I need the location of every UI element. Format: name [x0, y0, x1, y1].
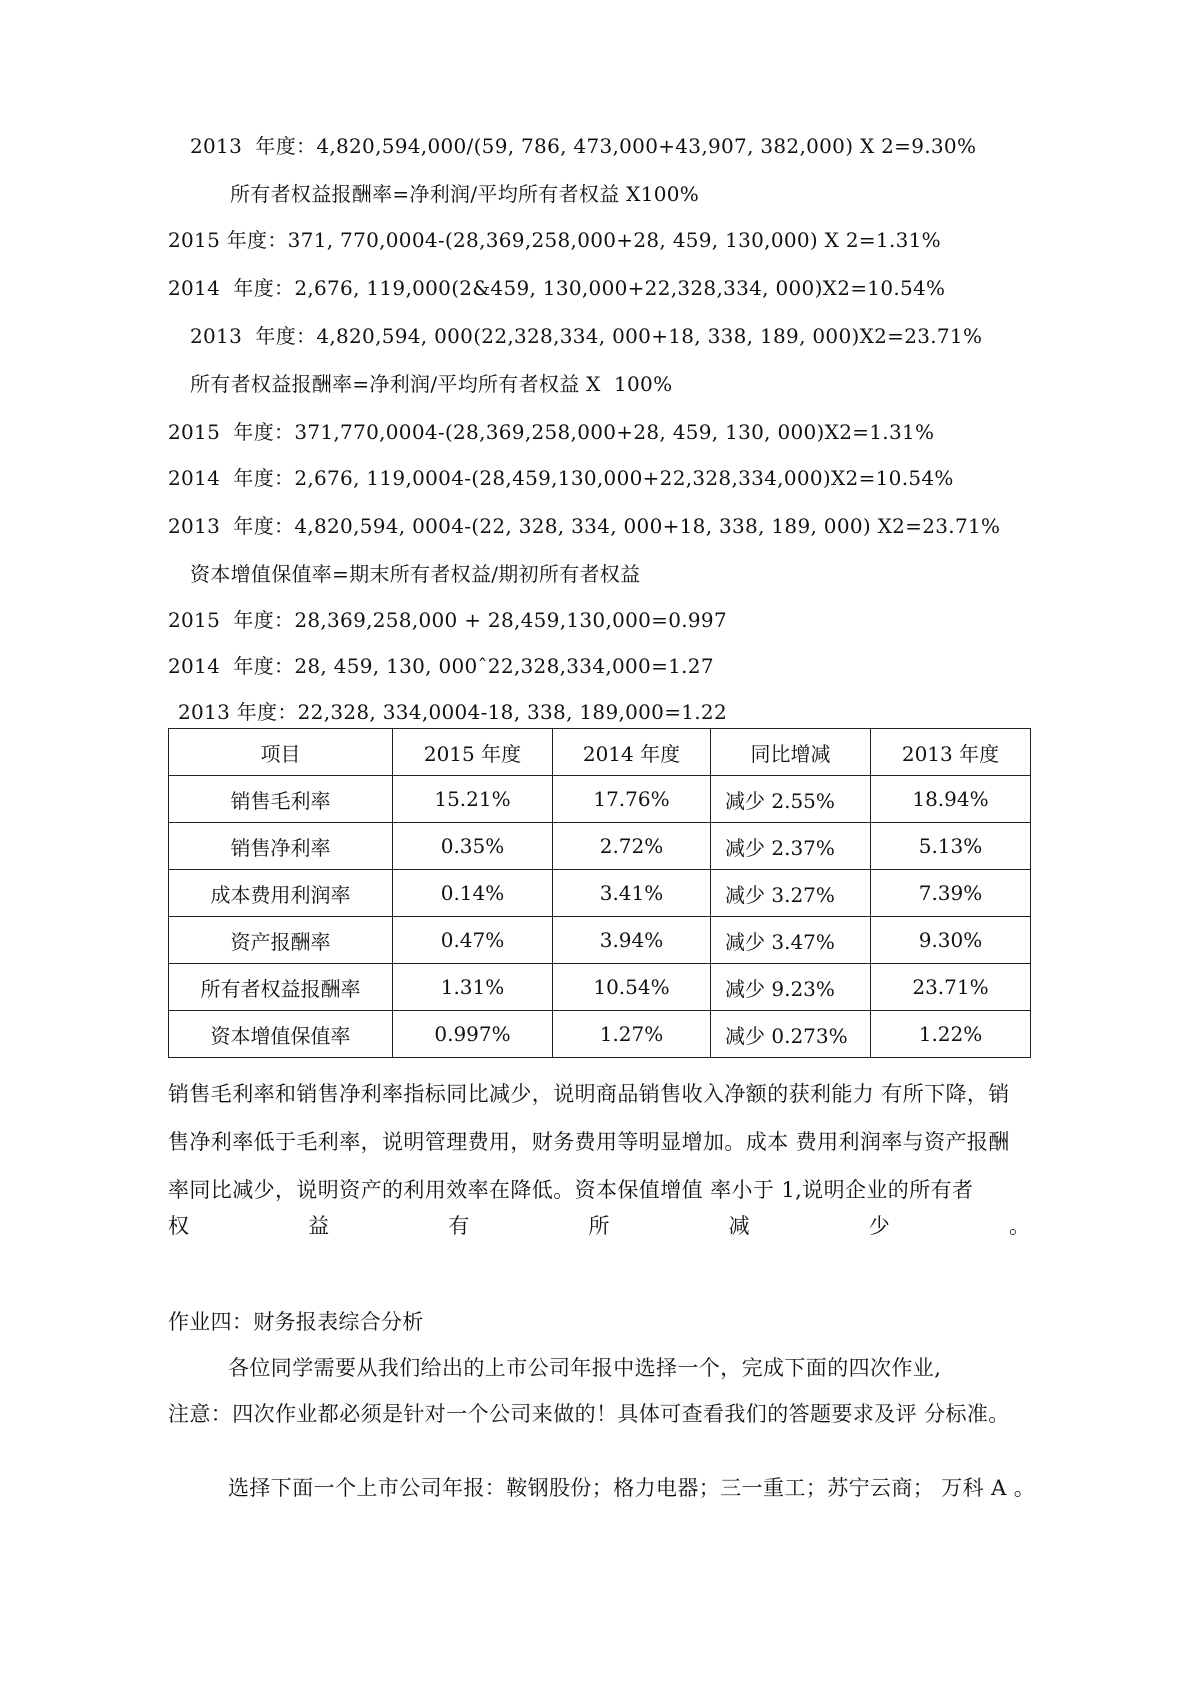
- value-change: 减少 3.27%: [711, 870, 871, 917]
- formula-line: 2015 年度：371,770,0004-(28,369,258,000+28, 459, 130, 000)X2=1.31%: [168, 420, 935, 444]
- analysis-char: 益: [308, 1214, 330, 1238]
- header-2014: 2014 年度: [553, 729, 711, 776]
- metric-name: 销售毛利率: [169, 776, 393, 823]
- value-change: 减少 9.23%: [711, 964, 871, 1011]
- formula-line: 2014 年度：2,676, 119,000(2&459, 130,000+22,328,334, 000)X2=10.54%: [168, 276, 946, 300]
- analysis-char: 权: [168, 1214, 189, 1238]
- header-2015: 2015 年度: [393, 729, 553, 776]
- header-item: 项目: [169, 729, 393, 776]
- metric-name: 销售净利率: [169, 823, 393, 870]
- value-2013: 9.30%: [871, 917, 1031, 964]
- analysis-char: 有: [448, 1214, 470, 1238]
- value-2014: 3.41%: [553, 870, 711, 917]
- value-2013: 1.22%: [871, 1011, 1031, 1058]
- value-2015: 1.31%: [393, 964, 553, 1011]
- value-2013: 18.94%: [871, 776, 1031, 823]
- homework-paragraph-3: 选择下面一个上市公司年报：鞍钢股份；格力电器；三一重工；苏宁云商； 万科 A 。: [228, 1476, 1036, 1500]
- header-2013: 2013 年度: [871, 729, 1031, 776]
- table-row: [169, 776, 1031, 823]
- formula-heading: 资本增值保值率=期末所有者权益/期初所有者权益: [190, 562, 641, 586]
- value-change: 减少 3.47%: [711, 917, 871, 964]
- value-2014: 1.27%: [553, 1011, 711, 1058]
- value-2015: 0.47%: [393, 917, 553, 964]
- value-2015: 0.35%: [393, 823, 553, 870]
- formula-line: 2013 年度：4,820,594,000/(59, 786, 473,000+43,907, 382,000) X 2=9.30%: [190, 134, 977, 158]
- analysis-char: 少: [868, 1214, 890, 1238]
- table-header-row: [169, 729, 1031, 776]
- analysis-char: 。: [1008, 1214, 1030, 1238]
- table-row: [169, 964, 1031, 1011]
- value-change: 减少 2.37%: [711, 823, 871, 870]
- metric-name: 成本费用利润率: [169, 870, 393, 917]
- formula-line: 2013 年度：4,820,594, 000(22,328,334, 000+18, 338, 189, 000)X2=23.71%: [190, 324, 983, 348]
- table-row: [169, 1011, 1031, 1058]
- formula-line: 2014 年度：28, 459, 130, 000ˆ22,328,334,000=1.27: [168, 654, 714, 678]
- metric-name: 资本增值保值率: [169, 1011, 393, 1058]
- formula-line: 2014 年度：2,676, 119,0004-(28,459,130,000+22,328,334,000)X2=10.54%: [168, 466, 954, 490]
- value-2014: 2.72%: [553, 823, 711, 870]
- table-row: [169, 870, 1031, 917]
- analysis-char: 所: [588, 1214, 610, 1238]
- value-2015: 0.997%: [393, 1011, 553, 1058]
- table-row: [169, 917, 1031, 964]
- value-change: 减少 0.273%: [711, 1011, 871, 1058]
- homework-paragraph-2: 注意：四次作业都必须是针对一个公司来做的！具体可查看我们的答题要求及评 分标准。: [168, 1402, 1010, 1426]
- value-2013: 5.13%: [871, 823, 1031, 870]
- value-2015: 0.14%: [393, 870, 553, 917]
- metric-name: 资产报酬率: [169, 917, 393, 964]
- value-2014: 17.76%: [553, 776, 711, 823]
- metric-name: 所有者权益报酬率: [169, 964, 393, 1011]
- homework-title: 作业四：财务报表综合分析: [168, 1310, 424, 1334]
- value-change: 减少 2.55%: [711, 776, 871, 823]
- formula-heading: 所有者权益报酬率=净利润/平均所有者权益 X 100%: [190, 372, 673, 396]
- homework-paragraph-1: 各位同学需要从我们给出的上市公司年报中选择一个，完成下面的四次作业,: [228, 1356, 942, 1380]
- header-change: 同比增减: [711, 729, 871, 776]
- value-2014: 10.54%: [553, 964, 711, 1011]
- formula-line: 2015 年度：371, 770,0004-(28,369,258,000+28, 459, 130,000) X 2=1.31%: [168, 228, 941, 252]
- formula-line: 2015 年度：28,369,258,000 + 28,459,130,000=0.997: [168, 608, 727, 632]
- formula-heading: 所有者权益报酬率=净利润/平均所有者权益 X100%: [230, 182, 700, 206]
- value-2015: 15.21%: [393, 776, 553, 823]
- formula-line: 2013 年度：22,328, 334,0004-18, 338, 189,000=1.22: [178, 700, 727, 724]
- value-2013: 23.71%: [871, 964, 1031, 1011]
- metrics-table: [168, 728, 1031, 1058]
- value-2013: 7.39%: [871, 870, 1031, 917]
- value-2014: 3.94%: [553, 917, 711, 964]
- table-row: [169, 823, 1031, 870]
- analysis-char: 减: [728, 1214, 750, 1238]
- analysis-paragraph: 销售毛利率和销售净利率指标同比减少，说明商品销售收入净额的获利能力 有所下降，销售净利率低于毛利率，说明管理费用，财务费用等明显增加。成本 费用利润率与资产报酬率同比减少，说明资产的利用效率在降低。资本保值增值 率小于 1,说明企业的所有者: [168, 1082, 1010, 1202]
- formula-line: 2013 年度：4,820,594, 0004-(22, 328, 334, 000+18, 338, 189, 000) X2=23.71%: [168, 514, 1001, 538]
- analysis-last-line: [168, 1210, 1030, 1242]
